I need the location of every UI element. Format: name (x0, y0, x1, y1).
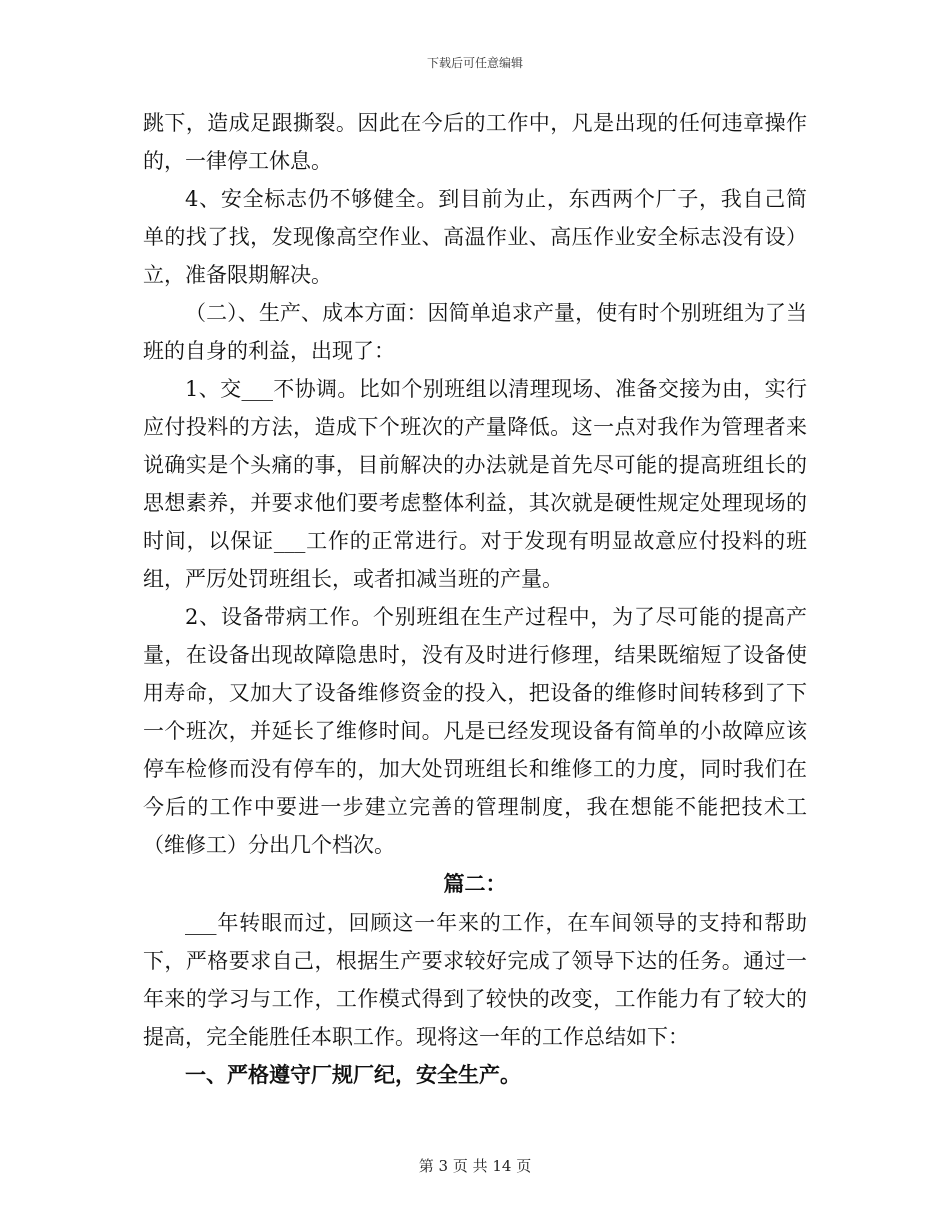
header-note: 下载后可任意编辑 (426, 56, 523, 70)
paragraph-safety-signs: 4、安全标志仍不够健全。到目前为止，东西两个厂子，我自己简单的找了找，发现像高空作业、高温作业、高压作业安全标志没有设）立，准备限期解决。 (143, 187, 807, 287)
paragraph-production-cost: （二）、生产、成本方面：因简单追求产量，使有时个别班组为了当班的自身的利益，出现了： (143, 301, 807, 363)
page-number: 第 3 页 共 14 页 (418, 1157, 532, 1175)
paragraph-handover: 1、交___不协调。比如个别班组以清理现场、准备交接为由，实行应付投料的方法，造成下个班次的产量降低。这一点对我作为管理者来说确实是个头痛的事，目前解决的办法就是首先尽可能的提高班组长的思想素养，并要求他们要考虑整体利益，其次就是硬性规定处理现场的时间，以保证___工作的正常进行。对于发现有明显故意应付投料的班组，严厉处罚班组长，或者扣减当班的产量。 (143, 377, 807, 591)
paragraph-equipment: 2、设备带病工作。个别班组在生产过程中，为了尽可能的提高产量，在设备出现故障隐患时，没有及时进行修理，结果既缩短了设备使用寿命，又加大了设备维修资金的投入，把设备的维修时间转移到了下一个班次，并延长了维修时间。凡是已经发现设备有简单的小故障应该停车检修而没有停车的，加大处罚班组长和维修工的力度，同时我们在今后的工作中要进一步建立完善的管理制度，我在想能不能把技术工（维修工）分出几个档次。 (143, 605, 807, 857)
section-intro-paragraph: ___年转眼而过，回顾这一年来的工作，在车间领导的支持和帮助下，严格要求自己，根据生产要求较好完成了领导下达的任务。通过一年来的学习与工作，工作模式得到了较快的改变，工作能力有了较大的提高，完全能胜任本职工作。现将这一年的工作总结如下： (143, 911, 807, 1049)
section-title: 篇二： (443, 871, 507, 896)
section-heading: 一、严格遵守厂规厂纪，安全生产。 (185, 1062, 521, 1087)
document-body (143, 104, 807, 1094)
paragraph-continuation: 跳下，造成足跟撕裂。因此在今后的工作中，凡是出现的任何违章操作的，一律停工休息。 (143, 111, 807, 173)
